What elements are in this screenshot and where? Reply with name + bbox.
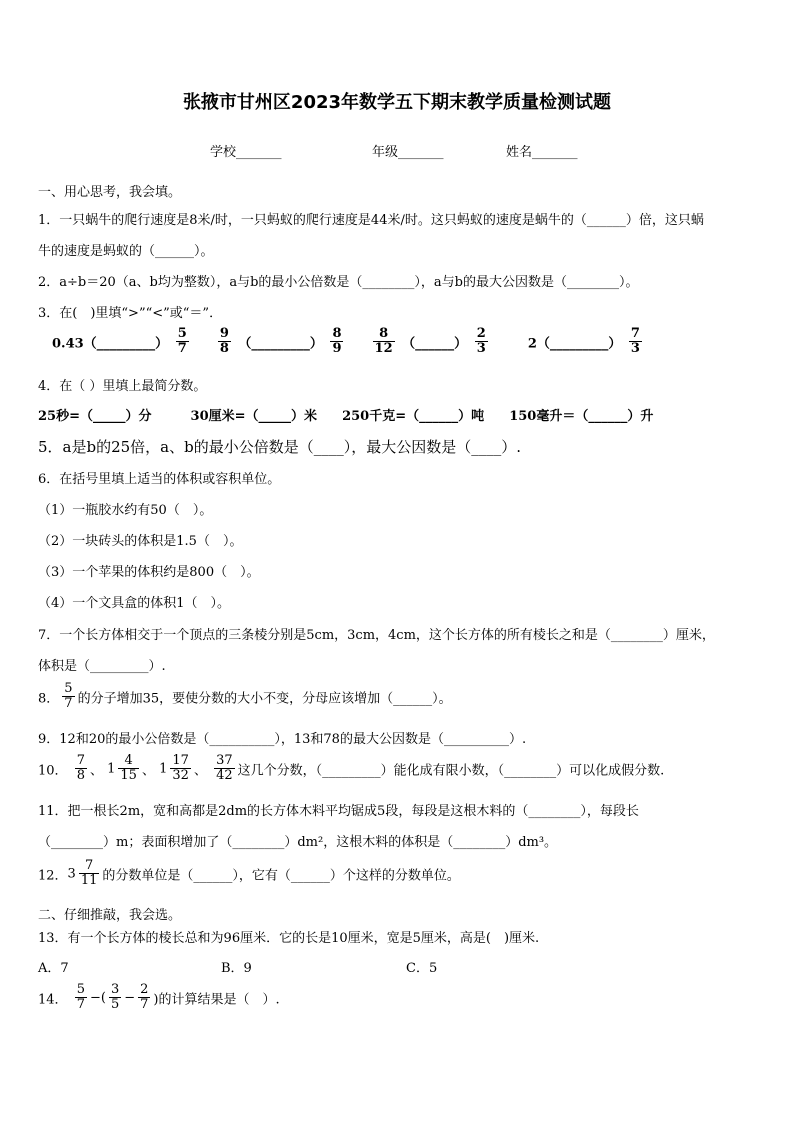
question-7-line-1: 7．一个长方体相交于一个顶点的三条棱分别是5cm，3cm，4cm，这个长方体的所有棱长之和是（________）厘米，	[38, 628, 715, 643]
option-a: A．7	[38, 961, 69, 976]
fraction: $\frac{9}{8}$	[219, 326, 229, 357]
question-12: 12．3 $\frac{7}{11}$ 的分数单位是（______），它有（______）个这样的分数单位。	[38, 858, 460, 889]
question-5: 5．a是b的25倍，a、b的最小公倍数是（____），最大公因数是（____）.	[38, 438, 521, 456]
fraction: $\frac{7}{8}$	[76, 753, 85, 784]
fraction: $\frac{5}{7}$	[76, 982, 85, 1013]
fraction: $\frac{5}{7}$	[64, 681, 73, 712]
fraction: $\frac{2}{3}$	[476, 326, 486, 357]
grade-field: 年级_______	[372, 145, 444, 160]
option-c: C．5	[406, 961, 438, 976]
question-1-line-2: 牛的速度是蚂蚁的（______）。	[38, 244, 214, 259]
question-8: 8． $\frac{5}{7}$ 的分子增加35，要使分数的大小不变，分母应该增加（______）。	[38, 681, 452, 712]
page-title: 张掖市甘州区2023年数学五下期末教学质量检测试题	[182, 92, 612, 113]
q4-item-c: 250千克=（______）吨	[342, 409, 485, 424]
fraction: $\frac{5}{7}$	[177, 326, 187, 357]
section-heading-1: 一、用心思考，我会填。	[38, 185, 182, 200]
compare-4-left: 2（_________）	[527, 336, 622, 352]
question-6-2: （2）一块砖头的体积是1.5（ ）。	[38, 534, 243, 549]
fraction: $\frac{37}{42}$	[216, 753, 233, 784]
q4-item-b: 30厘米=（_____）米	[190, 409, 318, 424]
question-11-line-1: 11．把一根长2m，宽和高都是2dm的长方体木料平均锯成5段，每段是这根木料的（________），每段长	[38, 804, 639, 819]
mixed-number: 1 $\frac{4}{15}$	[107, 753, 137, 784]
fraction: $\frac{3}{5}$	[110, 982, 120, 1013]
question-10: 10． $\frac{7}{8}$ 、 1 $\frac{4}{15}$ 、 1 $\frac{17}{32}$ 、 $\frac{37}{42}$ 这几个分数，（_________）能化成有限小数，（________）可以化成假分数.	[38, 753, 665, 784]
question-6-3: （3）一个苹果的体积约是800（ ）。	[38, 565, 260, 580]
name-field: 姓名_______	[506, 145, 578, 160]
fraction: $\frac{2}{7}$	[140, 982, 149, 1013]
question-6: 6．在括号里填上适当的体积或容积单位。	[38, 472, 281, 487]
question-9: 9．12和20的最小公倍数是（__________），13和78的最大公因数是（__________）.	[38, 732, 527, 747]
question-11-line-2: （________）m；表面积增加了（________）dm²，这根木料的体积是（________）dm³。	[38, 835, 558, 850]
fraction: $\frac{7}{3}$	[630, 326, 640, 357]
fraction: $\frac{8}{9}$	[332, 326, 342, 357]
question-14: 14． $\frac{5}{7}$ −( $\frac{3}{5}$ − $\frac{2}{7}$ )的计算结果是（ ）.	[38, 982, 280, 1013]
question-1-line-1: 1．一只蜗牛的爬行速度是8米/时，一只蚂蚁的爬行速度是44米/时。这只蚂蚁的速度是蜗牛的（______）倍，这只蜗	[38, 213, 704, 228]
school-field: 学校_______	[210, 145, 282, 160]
question-13: 13．有一个长方体的棱长总和为96厘米．它的长是10厘米，宽是5厘米，高是( )厘米.	[38, 931, 540, 946]
compare-1-left: 0.43（_________）	[52, 336, 169, 352]
option-b: B．9	[221, 961, 252, 976]
question-4: 4．在（ ）里填上最简分数。	[38, 379, 207, 394]
question-7-line-2: 体积是（_________）.	[38, 659, 166, 674]
question-13-options	[38, 957, 437, 976]
question-2: 2．a÷b＝20（a、b均为整数），a与b的最小公倍数是（________），a与b的最大公因数是（________）。	[38, 275, 639, 290]
question-4-items	[38, 405, 653, 424]
question-3: 3．在( )里填“>”“<”或“＝”．	[38, 306, 223, 321]
q4-item-d: 150毫升＝（______）升	[509, 409, 654, 424]
question-6-4: （4）一个文具盒的体积1（ ）。	[38, 596, 231, 611]
section-heading-2: 二、仔细推敲，我会选。	[38, 908, 182, 923]
question-6-1: （1）一瓶胶水约有50（ ）。	[38, 503, 213, 518]
compare-2-blank: （_________）	[238, 336, 323, 352]
mixed-number: 1 $\frac{17}{32}$	[159, 753, 189, 784]
fraction: $\frac{8}{12}$	[374, 326, 393, 357]
mixed-number: 3 $\frac{7}{11}$	[67, 858, 98, 889]
q4-item-a: 25秒=（_____）分	[38, 409, 152, 424]
compare-3-blank: （______）	[402, 336, 468, 352]
question-3-comparisons	[52, 327, 645, 357]
